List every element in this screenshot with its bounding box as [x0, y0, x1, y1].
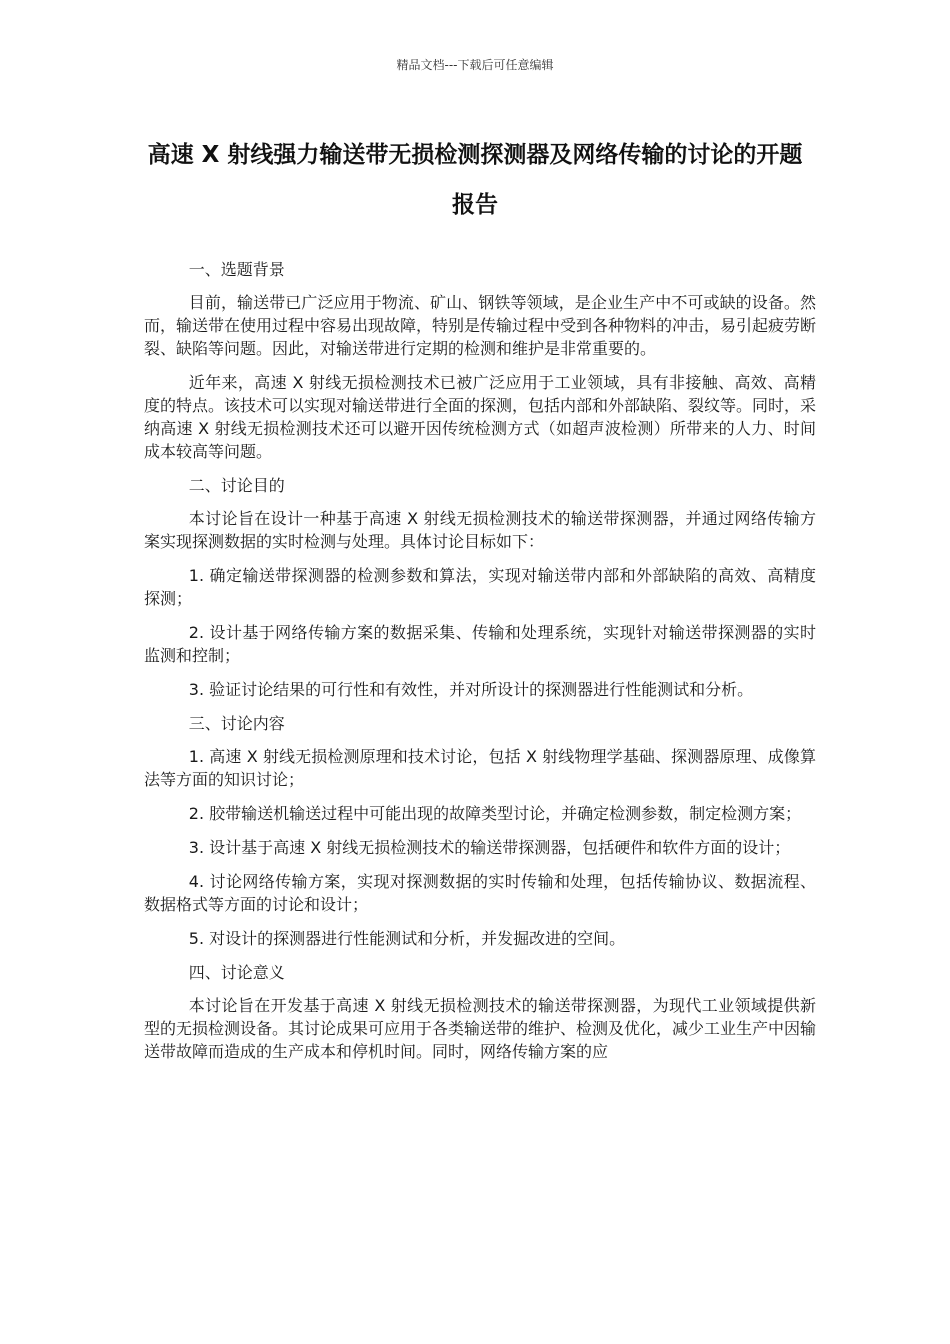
list-item: 1. 高速 X 射线无损检测原理和技术讨论，包括 X 射线物理学基础、探测器原理、成像算法等方面的知识讨论；: [144, 747, 816, 789]
list-item: 3. 验证讨论结果的可行性和有效性，并对所设计的探测器进行性能测试和分析。: [188, 680, 754, 699]
list-item: 2. 胶带输送机输送过程中可能出现的故障类型讨论，并确定检测参数，制定检测方案；: [188, 804, 802, 823]
document-title: 高速 X 射线强力输送带无损检测探测器及网络传输的讨论的开题报告: [147, 142, 803, 218]
list-item: 1. 确定输送带探测器的检测参数和算法，实现对输送带内部和外部缺陷的高效、高精度探测；: [144, 566, 816, 608]
section-heading: 一、选题背景: [188, 260, 285, 279]
paragraph: 近年来，高速 X 射线无损检测技术已被广泛应用于工业领域，具有非接触、高效、高精度的特点。该技术可以实现对输送带进行全面的探测，包括内部和外部缺陷、裂纹等。同时，采纳高速 X 射线无损检测技术还可以避开因传统检测方式（如超声波检测）所带来的人力、时间成本较高等问题。: [144, 373, 817, 461]
list-item: 4. 讨论网络传输方案，实现对探测数据的实时传输和处理，包括传输协议、数据流程、数据格式等方面的讨论和设计；: [144, 872, 816, 914]
paragraph: 本讨论旨在开发基于高速 X 射线无损检测技术的输送带探测器，为现代工业领域提供新型的无损检测设备。其讨论成果可应用于各类输送带的维护、检测及优化，减少工业生产中因输送带故障而造成的生产成本和停机时间。同时，网络传输方案的应: [144, 996, 817, 1061]
header-note: 精品文档---下载后可任意编辑: [396, 58, 554, 72]
section-heading: 四、讨论意义: [188, 963, 285, 982]
section-heading: 二、讨论目的: [188, 476, 285, 495]
section-heading: 三、讨论内容: [188, 714, 285, 733]
document-body: [144, 258, 816, 1074]
list-item: 2. 设计基于网络传输方案的数据采集、传输和处理系统，实现针对输送带探测器的实时监测和控制；: [144, 623, 816, 665]
paragraph: 本讨论旨在设计一种基于高速 X 射线无损检测技术的输送带探测器，并通过网络传输方案实现探测数据的实时检测与处理。具体讨论目标如下：: [144, 509, 816, 551]
paragraph: 目前，输送带已广泛应用于物流、矿山、钢铁等领域，是企业生产中不可或缺的设备。然而，输送带在使用过程中容易出现故障，特别是传输过程中受到各种物料的冲击，易引起疲劳断裂、缺陷等问题。因此，对输送带进行定期的检测和维护是非常重要的。: [144, 293, 817, 358]
list-item: 5. 对设计的探测器进行性能测试和分析，并发掘改进的空间。: [188, 929, 626, 948]
list-item: 3. 设计基于高速 X 射线无损检测技术的输送带探测器，包括硬件和软件方面的设计；: [188, 838, 791, 857]
